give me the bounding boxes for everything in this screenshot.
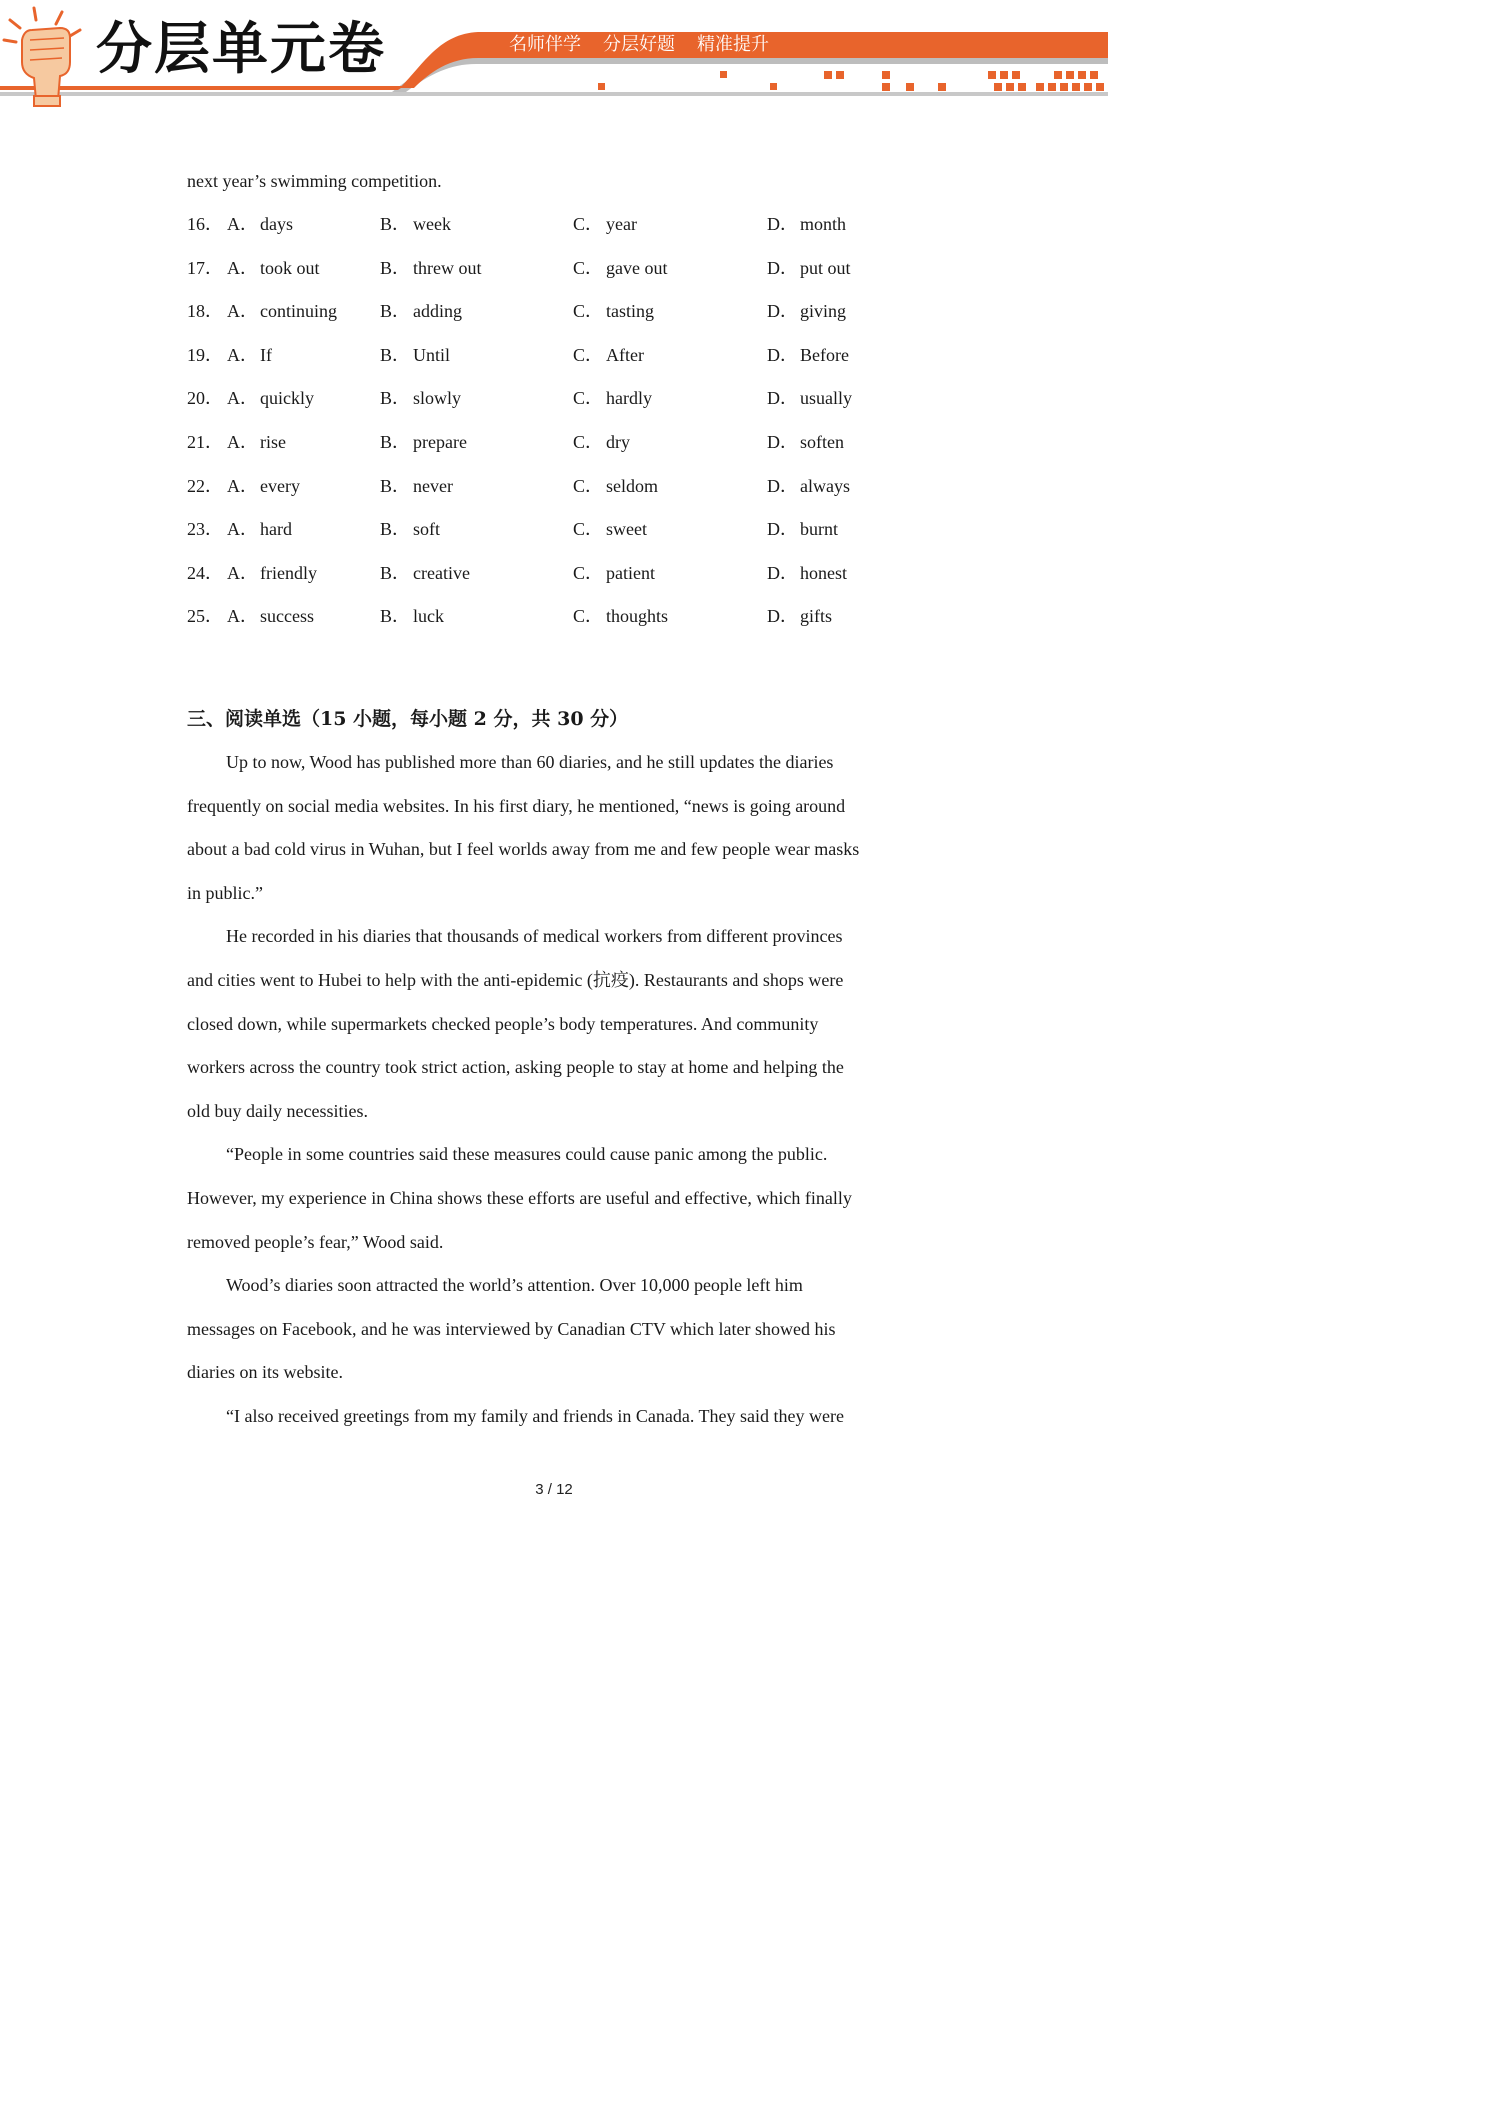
option-letter: A． bbox=[227, 301, 258, 322]
question-number: 25． bbox=[187, 606, 223, 627]
passage-line: He recorded in his diaries that thousands of medical workers from different provinces bbox=[226, 926, 843, 947]
option-text: took out bbox=[260, 257, 320, 278]
option-letter: C． bbox=[573, 562, 604, 583]
option-letter: D． bbox=[767, 519, 798, 540]
option-text: Until bbox=[413, 344, 451, 365]
option-text: gifts bbox=[800, 606, 833, 627]
option-text: soften bbox=[800, 432, 844, 452]
question-number: 21． bbox=[187, 432, 223, 452]
answer-option bbox=[380, 386, 461, 410]
option-letter: B． bbox=[380, 344, 411, 365]
option-letter: B． bbox=[380, 606, 411, 627]
option-letter: B． bbox=[380, 432, 411, 452]
passage-line: removed people’s fear,” Wood said. bbox=[187, 1231, 444, 1252]
option-letter: B． bbox=[380, 301, 411, 322]
answer-option bbox=[573, 299, 654, 323]
answer-option bbox=[380, 517, 440, 541]
option-text: After bbox=[606, 344, 644, 365]
passage-line: and cities went to Hubei to help with the anti-epidemic (抗疫). Restaurants and shops were bbox=[187, 970, 844, 990]
option-letter: A． bbox=[227, 344, 258, 365]
option-text: thoughts bbox=[606, 606, 669, 627]
option-letter: C． bbox=[573, 606, 604, 627]
option-text: hard bbox=[260, 519, 292, 540]
question-row bbox=[187, 474, 927, 498]
question-number: 24． bbox=[187, 562, 223, 583]
option-text: year bbox=[606, 214, 637, 234]
question-number: 17． bbox=[187, 257, 223, 278]
option-letter: D． bbox=[767, 432, 798, 452]
question-row bbox=[187, 256, 927, 280]
option-text: gave out bbox=[606, 257, 668, 278]
option-text: every bbox=[260, 475, 300, 496]
option-letter: C． bbox=[573, 432, 604, 452]
option-letter: A． bbox=[227, 562, 258, 583]
answer-option bbox=[227, 343, 272, 367]
question-row bbox=[187, 604, 927, 628]
answer-option bbox=[380, 561, 470, 585]
brand-title: 分层单元卷 bbox=[96, 17, 386, 82]
answer-option bbox=[767, 604, 832, 628]
question-number: 16． bbox=[187, 214, 223, 234]
passage-line: Up to now, Wood has published more than 60 diaries, and he still updates the diaries bbox=[226, 752, 834, 772]
answer-option bbox=[573, 430, 630, 454]
option-letter: D． bbox=[767, 606, 798, 627]
answer-option bbox=[380, 430, 467, 454]
answer-option bbox=[380, 343, 450, 367]
option-text: threw out bbox=[413, 257, 482, 278]
passage-line: about a bad cold virus in Wuhan, but I feel worlds away from me and few people wear masks bbox=[187, 839, 860, 860]
option-letter: A． bbox=[227, 214, 258, 234]
answer-option bbox=[227, 604, 314, 628]
answer-option bbox=[227, 474, 300, 498]
option-text: rise bbox=[260, 432, 286, 452]
slogan-item: 分层好题 bbox=[603, 34, 675, 55]
option-text: tasting bbox=[606, 301, 654, 322]
option-letter: A． bbox=[227, 257, 258, 278]
option-text: creative bbox=[413, 562, 470, 583]
answer-option bbox=[573, 386, 652, 410]
passage-line: messages on Facebook, and he was interviewed by Canadian CTV which later showed his bbox=[187, 1318, 836, 1339]
passage-line: old buy daily necessities. bbox=[187, 1100, 368, 1121]
page-number: 3 / 12 bbox=[535, 1481, 573, 1498]
option-letter: C． bbox=[573, 475, 604, 496]
answer-option bbox=[767, 299, 846, 323]
question-number: 20． bbox=[187, 388, 223, 409]
question-row bbox=[187, 299, 927, 323]
answer-option bbox=[767, 561, 847, 585]
option-letter: B． bbox=[380, 388, 411, 409]
answer-option bbox=[573, 343, 644, 367]
question-number: 19． bbox=[187, 344, 223, 365]
passage-line: diaries on its website. bbox=[187, 1362, 343, 1383]
answer-option bbox=[767, 430, 844, 454]
option-letter: B． bbox=[380, 475, 411, 496]
option-text: put out bbox=[800, 257, 851, 278]
slogan-item: 精准提升 bbox=[697, 34, 769, 55]
option-text: prepare bbox=[413, 432, 467, 452]
option-text: success bbox=[260, 606, 314, 627]
option-letter: D． bbox=[767, 562, 798, 583]
answer-option bbox=[227, 212, 293, 236]
option-letter: C． bbox=[573, 388, 604, 409]
slogan-item: 名师伴学 bbox=[509, 34, 581, 55]
answer-option bbox=[380, 212, 451, 236]
option-letter: A． bbox=[227, 432, 258, 452]
option-letter: C． bbox=[573, 214, 604, 234]
passage-line: frequently on social media websites. In his first diary, he mentioned, “news is going around bbox=[187, 795, 846, 816]
answer-option bbox=[227, 386, 314, 410]
option-text: slowly bbox=[413, 388, 462, 409]
option-text: patient bbox=[606, 562, 655, 583]
answer-option bbox=[573, 561, 655, 585]
answer-option bbox=[227, 517, 292, 541]
option-text: friendly bbox=[260, 562, 317, 583]
option-text: continuing bbox=[260, 301, 337, 322]
question-row bbox=[187, 386, 927, 410]
passage-line: in public.” bbox=[187, 882, 263, 903]
option-letter: A． bbox=[227, 475, 258, 496]
answer-option bbox=[573, 212, 637, 236]
passage-line: “I also received greetings from my family and friends in Canada. They said they were bbox=[226, 1406, 844, 1426]
passage-line: closed down, while supermarkets checked people’s body temperatures. And community bbox=[187, 1013, 819, 1034]
header-banner bbox=[0, 0, 1108, 120]
option-letter: D． bbox=[767, 214, 798, 234]
question-row bbox=[187, 430, 927, 454]
option-letter: D． bbox=[767, 344, 798, 365]
answer-option bbox=[767, 386, 852, 410]
option-text: sweet bbox=[606, 519, 647, 540]
passage-line: “People in some countries said these measures could cause panic among the public. bbox=[226, 1144, 828, 1165]
option-letter: A． bbox=[227, 388, 258, 409]
answer-option bbox=[380, 474, 453, 498]
answer-option bbox=[767, 212, 846, 236]
option-letter: C． bbox=[573, 301, 604, 322]
answer-option bbox=[380, 256, 481, 280]
section-title: 三、阅读单选（15 小题，每小题 2 分，共 30 分） bbox=[187, 708, 629, 730]
option-text: hardly bbox=[606, 388, 652, 409]
option-letter: C． bbox=[573, 519, 604, 540]
option-letter: D． bbox=[767, 475, 798, 496]
answer-option bbox=[227, 430, 286, 454]
answer-option bbox=[227, 299, 337, 323]
option-letter: A． bbox=[227, 606, 258, 627]
raised-fist-icon bbox=[4, 8, 80, 106]
option-letter: B． bbox=[380, 519, 411, 540]
answer-option bbox=[380, 299, 462, 323]
option-text: seldom bbox=[606, 475, 658, 496]
option-letter: D． bbox=[767, 301, 798, 322]
option-text: adding bbox=[413, 301, 462, 322]
option-text: burnt bbox=[800, 519, 838, 540]
question-row bbox=[187, 212, 927, 236]
question-number: 22． bbox=[187, 475, 223, 496]
option-text: quickly bbox=[260, 388, 314, 409]
answer-option bbox=[573, 604, 668, 628]
passage-line: However, my experience in China shows these efforts are useful and effective, which finally bbox=[187, 1188, 852, 1208]
option-letter: D． bbox=[767, 388, 798, 409]
question-row bbox=[187, 561, 927, 585]
answer-option bbox=[767, 343, 849, 367]
option-letter: D． bbox=[767, 257, 798, 278]
option-text: never bbox=[413, 475, 453, 496]
question-row bbox=[187, 517, 927, 541]
answer-option bbox=[573, 474, 658, 498]
option-letter: C． bbox=[573, 344, 604, 365]
option-text: dry bbox=[606, 432, 630, 452]
answer-option bbox=[573, 517, 647, 541]
option-letter: B． bbox=[380, 214, 411, 234]
answer-option bbox=[767, 474, 850, 498]
option-text: If bbox=[260, 344, 272, 365]
answer-option bbox=[767, 256, 851, 280]
question-row bbox=[187, 343, 927, 367]
answer-option bbox=[227, 561, 317, 585]
option-text: Before bbox=[800, 344, 849, 365]
option-letter: B． bbox=[380, 562, 411, 583]
question-number: 23． bbox=[187, 519, 223, 540]
answer-option bbox=[767, 517, 838, 541]
option-text: days bbox=[260, 214, 293, 234]
option-letter: B． bbox=[380, 257, 411, 278]
option-text: honest bbox=[800, 562, 847, 583]
passage-line: Wood’s diaries soon attracted the world’s attention. Over 10,000 people left him bbox=[226, 1275, 803, 1296]
passage-line: workers across the country took strict action, asking people to stay at home and helping the bbox=[187, 1057, 844, 1078]
answer-option bbox=[227, 256, 320, 280]
option-text: always bbox=[800, 475, 850, 496]
question-number: 18． bbox=[187, 301, 223, 322]
option-text: usually bbox=[800, 388, 852, 409]
option-text: giving bbox=[800, 301, 847, 322]
option-text: week bbox=[413, 214, 451, 234]
answer-option bbox=[380, 604, 444, 628]
option-text: luck bbox=[413, 606, 444, 627]
option-text: month bbox=[800, 214, 847, 234]
intro-line: next year’s swimming competition. bbox=[187, 171, 442, 191]
option-text: soft bbox=[413, 519, 440, 540]
option-letter: A． bbox=[227, 519, 258, 540]
answer-option bbox=[573, 256, 667, 280]
option-letter: C． bbox=[573, 257, 604, 278]
